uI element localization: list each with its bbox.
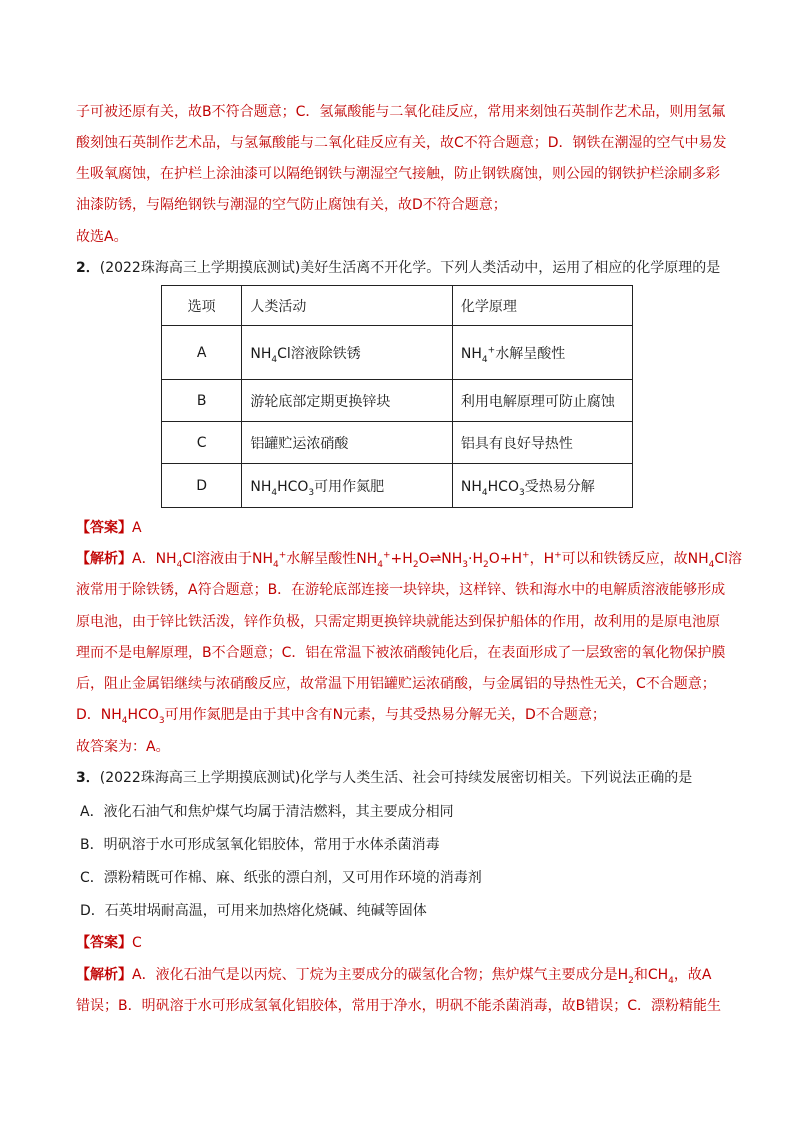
analysis-label: 【解析】 — [76, 551, 132, 567]
table-cell: C — [162, 422, 242, 464]
answer-value: C — [132, 935, 142, 951]
analysis-line: 液常用于除铁锈，A符合题意；B．在游轮底部连接一块锌块，这样锌、铁和海水中的电解质溶液能够形成 — [76, 582, 726, 598]
table-cell: 游轮底部定期更换锌块 — [242, 380, 453, 422]
question-number: 2． — [76, 260, 100, 276]
question-text: (2022珠海高三上学期摸底测试)美好生活离不开化学。下列人类活动中，运用了相应的化学原理的是 — [99, 260, 721, 276]
table-cell: A — [162, 326, 242, 380]
table-header-row — [162, 286, 633, 326]
table-cell: $NH_4^+$水解呈酸性 — [452, 326, 632, 380]
answer-line — [76, 519, 142, 537]
answer-value: A — [132, 520, 142, 536]
conclusion-line: 故答案为：A。 — [76, 739, 170, 755]
text-line: 油漆防锈，与隔绝钢铁与潮湿的空气防止腐蚀有关，故D不符合题意； — [76, 197, 507, 213]
table-row — [162, 380, 633, 422]
text-line: 故选A。 — [76, 229, 128, 245]
analysis-line: 错误；B．明矾溶于水可形成氢氧化铝胶体，常用于净水，明矾不能杀菌消毒，故B错误；C．漂粉精能生 — [76, 998, 721, 1014]
table-row — [162, 326, 633, 380]
question-3-stem — [76, 769, 692, 787]
table-row — [162, 464, 633, 508]
table-cell: $NH_4HCO_3$受热易分解 — [452, 464, 632, 508]
option-d: D．石英坩埚耐高温，可用来加热熔化烧碱、纯碱等固体 — [80, 903, 427, 919]
table-cell: $NH_4HCO_3$可用作氮肥 — [242, 464, 453, 508]
analysis-line: 【解析】A．$NH_4Cl$溶液由于$NH_4^+$水解呈酸性$NH_4^++H_2O\rightleftharpoons NH_3\cdot H_2O+H^+$，H+可以和铁锈反应，故$NH_4Cl$溶 — [76, 550, 743, 570]
answer-label: 【答案】 — [76, 520, 132, 536]
text-line: 生吸氧腐蚀，在护栏上涂油漆可以隔绝钢铁与潮湿空气接触，防止钢铁腐蚀，则公园的钢铁护栏涂刷多彩 — [76, 166, 720, 182]
answer-line — [76, 934, 142, 952]
table-cell: 铝罐贮运浓硝酸 — [242, 422, 453, 464]
analysis-line: D．$NH_4HCO_3$可用作氮肥是由于其中含有N元素，与其受热易分解无关，D不合题意； — [76, 707, 606, 726]
table-cell: D — [162, 464, 242, 508]
table-cell: B — [162, 380, 242, 422]
text-line: 子可被还原有关，故B不符合题意；C．氢氟酸能与二氧化硅反应，常用来刻蚀石英制作艺术品，则用氢氟 — [76, 104, 726, 120]
table-cell: 铝具有良好导热性 — [452, 422, 632, 464]
text-line: 酸刻蚀石英制作艺术品，与氢氟酸能与二氧化硅反应有关，故C不符合题意；D．钢铁在潮湿的空气中易发 — [76, 135, 727, 151]
table-header: 化学原理 — [452, 286, 632, 326]
table-row — [162, 422, 633, 464]
analysis-line: 理而不是电解原理，B不合题意；C．铝在常温下被浓硝酸钝化后，在表面形成了一层致密的氧化物保护膜 — [76, 645, 726, 661]
analysis-label: 【解析】 — [76, 967, 132, 983]
table-header: 选项 — [162, 286, 242, 326]
table-header: 人类活动 — [242, 286, 453, 326]
analysis-line: 原电池，由于锌比铁活泼，锌作负极，只需定期更换锌块就能达到保护船体的作用，故利用的是原电池原 — [76, 614, 720, 630]
question-number: 3． — [76, 770, 100, 786]
question-2-stem — [76, 259, 720, 277]
answer-label: 【答案】 — [76, 935, 132, 951]
analysis-line: 【解析】A．液化石油气是以丙烷、丁烷为主要成分的碳氢化合物；焦炉煤气主要成分是$H_2$和$CH_4$，故A — [76, 967, 712, 986]
analysis-line: 后，阻止金属铝继续与浓硝酸反应，故常温下用铝罐贮运浓硝酸，与金属铝的导热性无关，C不合题意； — [76, 676, 716, 692]
option-b: B．明矾溶于水可形成氢氧化铝胶体，常用于水体杀菌消毒 — [80, 837, 440, 853]
option-c: C．漂粉精既可作棉、麻、纸张的漂白剂，又可用作环境的消毒剂 — [80, 870, 482, 886]
option-a: A．液化石油气和焦炉煤气均属于清洁燃料，其主要成分相同 — [80, 804, 454, 820]
options-table — [161, 285, 633, 508]
table-cell: $NH_4Cl$溶液除铁锈 — [242, 326, 453, 380]
question-text: (2022珠海高三上学期摸底测试)化学与人类生活、社会可持续发展密切相关。下列说法正确的是 — [99, 770, 693, 786]
table-cell: 利用电解原理可防止腐蚀 — [452, 380, 632, 422]
